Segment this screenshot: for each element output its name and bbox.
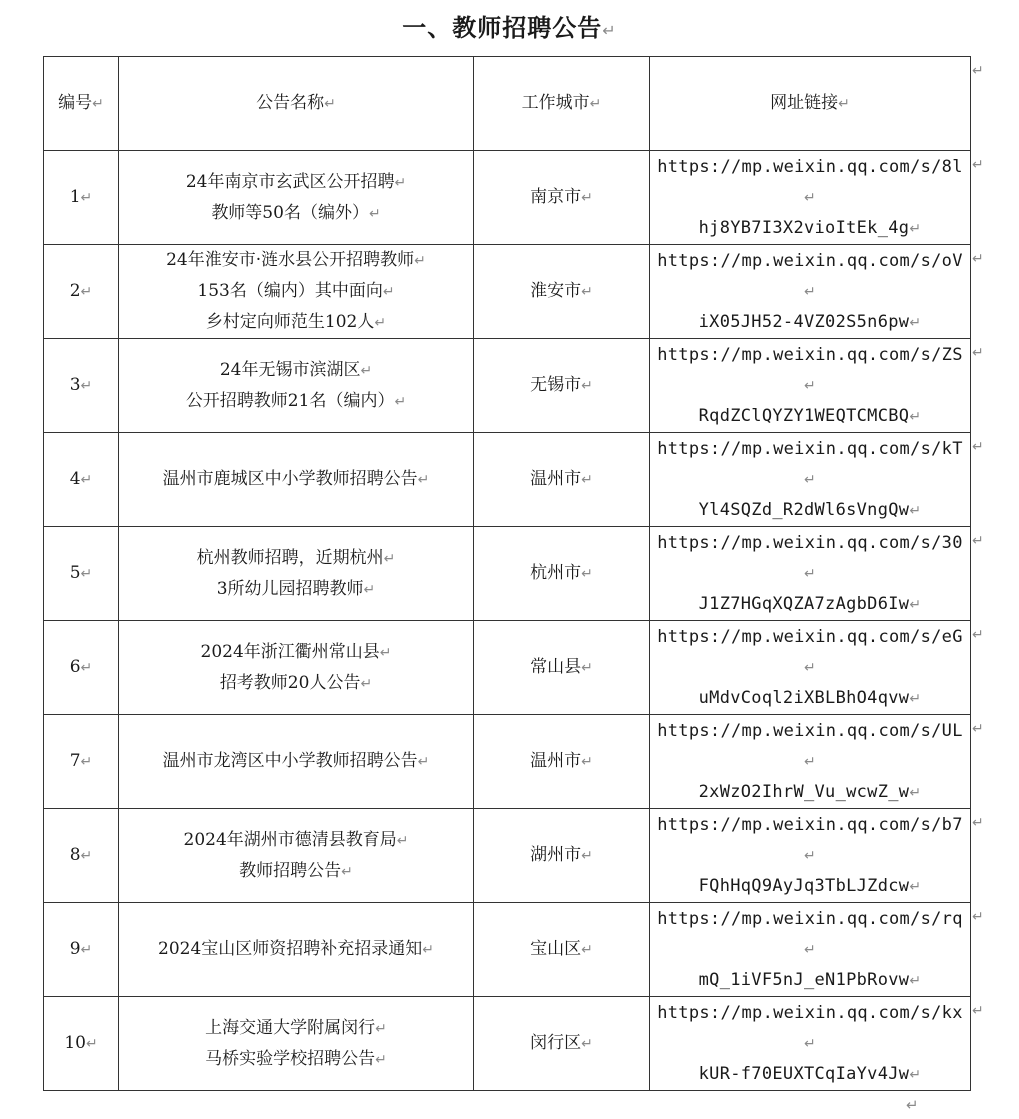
announcement-title-cell	[119, 339, 474, 433]
paragraph-mark-icon: ↵	[417, 472, 430, 488]
table-row	[44, 621, 971, 715]
url-link-line: https://mp.weixin.qq.com/s/b7	[657, 814, 963, 835]
row-number-cell	[44, 715, 119, 809]
work-city-cell	[474, 527, 650, 621]
row-end-mark-icon: ↵	[972, 814, 984, 831]
row-end-mark-icon: ↵	[972, 344, 984, 361]
table-row	[44, 339, 971, 433]
announcement-title-cell	[119, 997, 474, 1091]
url-link-cell[interactable]	[650, 997, 971, 1091]
header-city: 工作城市↵	[474, 57, 650, 151]
url-link-line: https://mp.weixin.qq.com/s/kT	[657, 438, 963, 459]
paragraph-mark-icon: ↵	[80, 566, 93, 582]
announcement-title-line: 杭州教师招聘，近期杭州	[196, 547, 384, 568]
paragraph-mark-icon: ↵	[909, 220, 922, 237]
table-row	[44, 527, 971, 621]
row-number: 7	[69, 751, 81, 771]
row-number-cell	[44, 527, 119, 621]
paragraph-mark-icon: ↵	[80, 660, 93, 676]
url-link-cell[interactable]	[650, 339, 971, 433]
work-city-cell	[474, 151, 650, 245]
paragraph-mark-icon: ↵	[374, 315, 387, 331]
recruitment-table	[43, 56, 971, 1091]
announcement-title-line: 教师等50名（编外）	[211, 202, 369, 223]
row-number-cell	[44, 809, 119, 903]
work-city: 温州市	[530, 751, 582, 771]
paragraph-mark-icon: ↵	[382, 284, 395, 300]
paragraph-mark-icon: ↵	[803, 1035, 817, 1052]
paragraph-mark-icon: ↵	[360, 362, 373, 379]
announcement-title-line: 温州市龙湾区中小学教师招聘公告	[162, 751, 418, 771]
header-title: 公告名称↵	[119, 57, 474, 151]
work-city: 南京市	[530, 187, 582, 207]
url-link-line: uMdvCoql2iXBLBhO4qvw	[698, 687, 910, 708]
announcement-title-cell	[119, 151, 474, 245]
row-end-mark-icon: ↵	[972, 250, 984, 267]
url-link-line: https://mp.weixin.qq.com/s/ZS	[657, 344, 963, 365]
paragraph-mark-icon: ↵	[909, 596, 922, 613]
url-link-line: https://mp.weixin.qq.com/s/30	[657, 532, 963, 553]
announcement-title-line: 2024年浙江衢州常山县	[200, 641, 380, 662]
announcement-title-line: 乡村定向师范生102人	[205, 312, 375, 332]
paragraph-mark-icon: ↵	[803, 377, 817, 394]
paragraph-mark-icon: ↵	[581, 1036, 593, 1052]
table-body	[44, 57, 971, 1091]
announcement-title-line: 公开招聘教师21名（编内）	[185, 390, 395, 411]
table-row	[44, 433, 971, 527]
url-link-cell[interactable]	[650, 621, 971, 715]
url-link-line: J1Z7HGqXQZA7zAgbD6Iw	[698, 593, 910, 614]
url-link-line: iX05JH52-4VZ02S5n6pw	[698, 311, 910, 332]
paragraph-mark-icon: ↵	[909, 972, 922, 989]
announcement-title-cell	[119, 809, 474, 903]
row-number-cell	[44, 245, 119, 339]
row-number: 6	[69, 657, 81, 677]
paragraph-mark-icon: ↵	[394, 174, 407, 191]
row-number: 1	[69, 187, 81, 207]
announcement-title-line: 温州市鹿城区中小学教师招聘公告	[162, 469, 418, 489]
announcement-title-line: 招考教师20人公告	[219, 672, 361, 693]
paragraph-mark-icon: ↵	[803, 941, 817, 958]
url-link-cell[interactable]	[650, 433, 971, 527]
work-city-cell	[474, 715, 650, 809]
table-row	[44, 997, 971, 1091]
row-number-cell	[44, 903, 119, 997]
paragraph-mark-icon: ↵	[324, 96, 336, 112]
paragraph-mark-icon: ↵	[909, 1066, 922, 1083]
announcement-title-cell	[119, 527, 474, 621]
row-end-mark-icon: ↵	[972, 156, 984, 173]
work-city: 湖州市	[530, 845, 582, 865]
announcement-title-cell	[119, 621, 474, 715]
paragraph-mark-icon: ↵	[80, 754, 93, 770]
url-link-cell[interactable]	[650, 151, 971, 245]
page-title-text: 一、教师招聘公告	[402, 13, 603, 42]
document-end-mark-icon: ↵	[906, 1096, 919, 1114]
paragraph-mark-icon: ↵	[80, 190, 93, 206]
page-title	[0, 8, 1019, 43]
announcement-title-line: 24年南京市玄武区公开招聘	[185, 171, 395, 192]
work-city: 温州市	[530, 469, 582, 489]
paragraph-mark-icon: ↵	[581, 378, 593, 394]
announcement-title-line: 2024年湖州市德清县教育局	[183, 829, 397, 850]
url-link-cell[interactable]	[650, 903, 971, 997]
url-link-line: https://mp.weixin.qq.com/s/kx	[657, 1002, 963, 1023]
paragraph-mark-icon: ↵	[396, 832, 409, 849]
table-row	[44, 809, 971, 903]
url-link-line: https://mp.weixin.qq.com/s/8l	[657, 156, 963, 177]
header-url: 网址链接↵	[650, 57, 971, 151]
row-number: 4	[69, 469, 81, 489]
paragraph-mark-icon: ↵	[909, 314, 922, 331]
paragraph-mark-icon: ↵	[909, 408, 922, 425]
paragraph-mark-icon: ↵	[581, 284, 593, 300]
paragraph-mark-icon: ↵	[581, 566, 593, 582]
url-link-cell[interactable]	[650, 527, 971, 621]
row-number: 9	[69, 939, 81, 959]
announcement-title-line: 上海交通大学附属闵行	[205, 1017, 376, 1038]
paragraph-mark-icon: ↵	[360, 675, 373, 692]
paragraph-mark-icon: ↵	[417, 754, 430, 770]
url-link-line: FQhHqQ9AyJq3TbLJZdcw	[698, 875, 910, 896]
paragraph-mark-icon: ↵	[838, 96, 850, 112]
work-city-cell	[474, 809, 650, 903]
table-row	[44, 903, 971, 997]
url-link-line: mQ_1iVF5nJ_eN1PbRovw	[698, 969, 910, 990]
announcement-title-cell	[119, 433, 474, 527]
work-city: 常山县	[530, 657, 582, 677]
paragraph-mark-icon: ↵	[589, 96, 602, 112]
announcement-title-line: 153名（编内）其中面向	[197, 281, 383, 301]
paragraph-mark-icon: ↵	[803, 753, 817, 770]
announcement-title-line: 2024宝山区师资招聘补充招录通知	[158, 939, 423, 959]
paragraph-mark-icon: ↵	[803, 659, 817, 676]
url-link-line: RqdZClQYZY1WEQTCMCBQ	[698, 405, 910, 426]
paragraph-mark-icon: ↵	[909, 690, 922, 707]
work-city: 无锡市	[530, 375, 582, 395]
paragraph-mark-icon: ↵	[80, 284, 93, 300]
paragraph-mark-icon: ↵	[363, 581, 376, 598]
paragraph-mark-icon: ↵	[581, 660, 593, 676]
row-end-mark-icon: ↵	[972, 908, 984, 925]
row-number: 3	[69, 375, 81, 395]
work-city-cell	[474, 339, 650, 433]
announcement-title-cell	[119, 245, 474, 339]
row-end-mark-icon: ↵	[972, 438, 984, 455]
work-city: 杭州市	[530, 563, 582, 583]
url-link-line: kUR-f70EUXTCqIaYv4Jw	[698, 1063, 910, 1084]
row-end-mark-icon: ↵	[972, 1002, 984, 1019]
table-row	[44, 245, 971, 339]
row-end-mark-icon: ↵	[972, 720, 984, 737]
url-link-line: https://mp.weixin.qq.com/s/oV	[657, 250, 963, 271]
url-link-line: https://mp.weixin.qq.com/s/eG	[657, 626, 963, 647]
row-number-cell	[44, 433, 119, 527]
paragraph-mark-icon: ↵	[909, 784, 922, 801]
work-city-cell	[474, 903, 650, 997]
paragraph-mark-icon: ↵	[581, 942, 593, 958]
row-number-cell	[44, 339, 119, 433]
work-city: 闵行区	[530, 1033, 582, 1053]
row-end-mark-icon: ↵	[972, 62, 984, 79]
paragraph-mark-icon: ↵	[414, 253, 426, 269]
paragraph-mark-icon: ↵	[581, 190, 593, 206]
announcement-title-line: 教师招聘公告	[239, 860, 342, 881]
paragraph-mark-icon: ↵	[394, 393, 407, 410]
work-city-cell	[474, 433, 650, 527]
paragraph-mark-icon: ↵	[581, 754, 593, 770]
row-end-mark-icon: ↵	[972, 532, 984, 549]
table-header-row	[44, 57, 971, 151]
row-number-cell	[44, 151, 119, 245]
row-number: 5	[69, 563, 81, 583]
announcement-title-line: 马桥实验学校招聘公告	[205, 1048, 376, 1069]
paragraph-mark-icon: ↵	[80, 472, 93, 488]
paragraph-mark-icon: ↵	[422, 942, 434, 958]
url-link-line: https://mp.weixin.qq.com/s/UL	[657, 720, 963, 741]
paragraph-mark-icon: ↵	[375, 1020, 387, 1037]
work-city: 淮安市	[530, 281, 582, 301]
url-link-line: https://mp.weixin.qq.com/s/rq	[657, 908, 963, 929]
work-city-cell	[474, 621, 650, 715]
paragraph-mark-icon: ↵	[80, 378, 93, 394]
paragraph-mark-icon: ↵	[581, 848, 593, 864]
paragraph-mark-icon: ↵	[85, 1036, 98, 1052]
row-number: 10	[64, 1033, 86, 1053]
announcement-title-cell	[119, 903, 474, 997]
announcement-title-line: 24年淮安市·涟水县公开招聘教师	[166, 250, 415, 270]
paragraph-mark-icon: ↵	[803, 565, 817, 582]
paragraph-mark-icon: ↵	[803, 471, 817, 488]
row-number-cell	[44, 621, 119, 715]
paragraph-mark-icon: ↵	[368, 205, 381, 222]
announcement-title-cell	[119, 715, 474, 809]
url-link-line: 2xWzO2IhrW_Vu_wcwZ_w	[698, 781, 910, 802]
work-city-cell	[474, 997, 650, 1091]
paragraph-mark-icon: ↵	[341, 863, 353, 880]
paragraph-mark-icon: ↵	[383, 550, 396, 567]
paragraph-mark-icon: ↵	[581, 472, 593, 488]
work-city: 宝山区	[530, 939, 582, 959]
table-row	[44, 715, 971, 809]
url-link-cell[interactable]	[650, 245, 971, 339]
header-number: 编号↵	[44, 57, 119, 151]
row-number: 8	[69, 845, 81, 865]
paragraph-mark-icon: ↵	[803, 189, 817, 206]
row-number-cell	[44, 997, 119, 1091]
paragraph-mark-icon: ↵	[909, 878, 922, 895]
row-end-mark-icon: ↵	[972, 626, 984, 643]
url-link-line: hj8YB7I3X2vioItEk_4g	[698, 217, 910, 238]
paragraph-mark-icon: ↵	[909, 502, 922, 519]
paragraph-mark-icon: ↵	[803, 847, 817, 864]
paragraph-mark-icon: ↵	[379, 644, 392, 661]
table-row	[44, 151, 971, 245]
paragraph-mark-icon: ↵	[80, 848, 93, 864]
url-link-cell[interactable]	[650, 715, 971, 809]
work-city-cell	[474, 245, 650, 339]
url-link-line: Yl4SQZd_R2dWl6sVngQw	[698, 499, 910, 520]
paragraph-mark-icon: ↵	[80, 942, 93, 958]
url-link-cell[interactable]	[650, 809, 971, 903]
paragraph-mark-icon: ↵	[375, 1051, 387, 1068]
announcement-title-line: 24年无锡市滨湖区	[219, 359, 361, 380]
row-number: 2	[69, 281, 81, 301]
announcement-title-line: 3所幼儿园招聘教师	[216, 578, 364, 599]
paragraph-mark-icon: ↵	[602, 21, 617, 40]
paragraph-mark-icon: ↵	[803, 283, 817, 300]
paragraph-mark-icon: ↵	[92, 96, 104, 112]
